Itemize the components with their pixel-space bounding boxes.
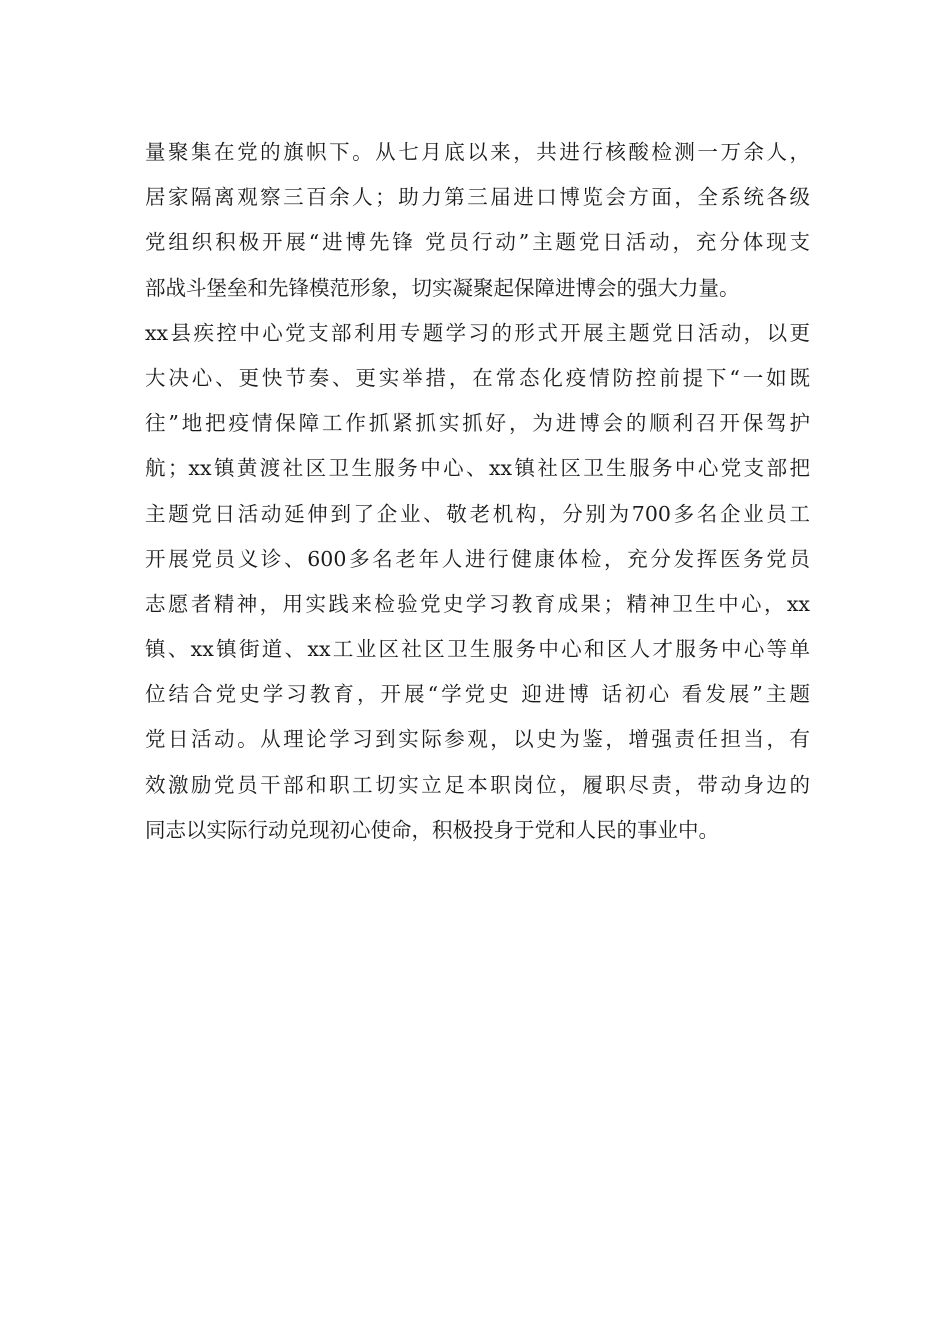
text-line: 往”地把疫情保障工作抓紧抓实抓好，为进博会的顺利召开保驾护 xyxy=(145,411,810,436)
text-line: 大决心、更快节奏、更实举措，在常态化疫情防控前提下“一如既 xyxy=(145,365,810,390)
text-line: 航；xx镇黄渡社区卫生服务中心、xx镇社区卫生服务中心党支部把 xyxy=(145,456,810,481)
text-line: 镇、xx镇街道、xx工业区社区卫生服务中心和区人才服务中心等单 xyxy=(145,637,810,662)
text-line: 居家隔离观察三百余人；助力第三届进口博览会方面，全系统各级 xyxy=(145,185,810,210)
text-line: 开展党员义诊、600多名老年人进行健康体检，充分发挥医务党员 xyxy=(145,546,810,571)
text-line: xx县疾控中心党支部利用专题学习的形式开展主题党日活动，以更 xyxy=(145,320,810,345)
text-line: 部战斗堡垒和先锋模范形象，切实凝聚起保障进博会的强大力量。 xyxy=(145,275,740,300)
body-paragraph xyxy=(145,132,810,855)
text-line: 主题党日活动延伸到了企业、敬老机构，分别为700多名企业员工 xyxy=(145,501,810,526)
text-line: 党日活动。从理论学习到实际参观，以史为鉴，增强责任担当，有 xyxy=(145,727,810,752)
text-line: 党组织积极开展“进博先锋 党员行动”主题党日活动，充分体现支 xyxy=(145,230,810,255)
text-line: 量聚集在党的旗帜下。从七月底以来，共进行核酸检测一万余人， xyxy=(145,140,810,164)
text-line: 志愿者精神，用实践来检验党史学习教育成果；精神卫生中心，xx xyxy=(145,591,810,616)
text-line: 位结合党史学习教育，开展“学党史 迎进博 话初心 看发展”主题 xyxy=(145,682,810,707)
text-line: 同志以实际行动兑现初心使命，积极投身于党和人民的事业中。 xyxy=(145,817,719,842)
text-line: 效激励党员干部和职工切实立足本职岗位，履职尽责，带动身边的 xyxy=(145,772,810,797)
